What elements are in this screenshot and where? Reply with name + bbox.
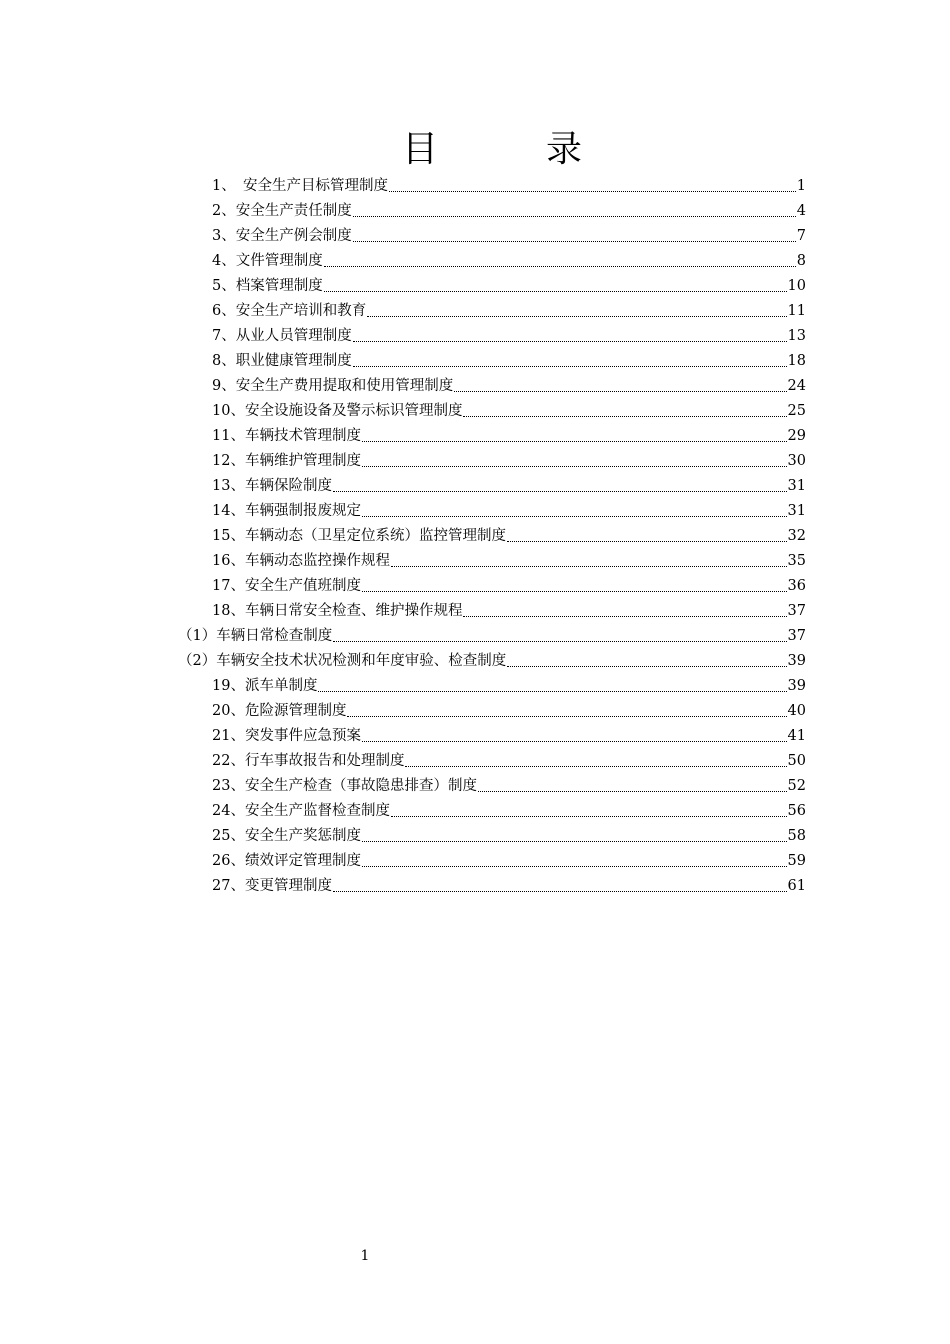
dot-leader <box>391 799 787 823</box>
toc-entry-1[interactable] <box>212 174 806 198</box>
toc-entry-page: 37 <box>787 603 806 619</box>
toc-entry-7[interactable] <box>212 324 806 348</box>
toc-entry-label: 5、档案管理制度 <box>212 278 323 294</box>
toc-entry-page: 13 <box>787 328 806 344</box>
dot-leader <box>391 549 787 573</box>
dot-leader <box>353 324 787 348</box>
toc-entry-page: 8 <box>796 253 806 269</box>
toc-entry-label: 17、安全生产值班制度 <box>212 578 361 594</box>
toc-entry-label: 27、变更管理制度 <box>212 878 332 894</box>
toc-entry-15[interactable] <box>212 524 806 548</box>
toc-entry-page: 56 <box>787 803 806 819</box>
toc-entry-page: 7 <box>796 228 806 244</box>
toc-entry-14[interactable] <box>212 499 806 523</box>
toc-entry-label: 20、危险源管理制度 <box>212 703 347 719</box>
dot-leader <box>347 699 786 723</box>
toc-entry-label: 13、车辆保险制度 <box>212 478 332 494</box>
toc-entry-18[interactable] <box>212 599 806 623</box>
toc-entry-6[interactable] <box>212 299 806 323</box>
toc-entry-label: 22、行车事故报告和处理制度 <box>212 753 405 769</box>
toc-entry-label: （1）车辆日常检查制度 <box>178 628 333 644</box>
dot-leader <box>333 624 786 648</box>
dot-leader <box>353 199 796 223</box>
toc-entry-label: 3、安全生产例会制度 <box>212 228 352 244</box>
toc-entry-page: 11 <box>787 303 806 319</box>
dot-leader <box>353 224 796 248</box>
dot-leader <box>362 574 787 598</box>
toc-entry-page: 1 <box>796 178 806 194</box>
toc-entry-18-2[interactable] <box>178 649 806 673</box>
toc-entry-25[interactable] <box>212 824 806 848</box>
toc-entry-label: 16、车辆动态监控操作规程 <box>212 553 390 569</box>
toc-entry-label: 9、安全生产费用提取和使用管理制度 <box>212 378 454 394</box>
toc-entry-19[interactable] <box>212 674 806 698</box>
dot-leader <box>362 849 787 873</box>
toc-entry-page: 50 <box>787 753 806 769</box>
dot-leader <box>318 674 786 698</box>
toc-entry-label: 4、文件管理制度 <box>212 253 323 269</box>
toc-entry-16[interactable] <box>212 549 806 573</box>
toc-entry-page: 4 <box>796 203 806 219</box>
dot-leader <box>405 749 786 773</box>
toc-entry-label: 18、车辆日常安全检查、维护操作规程 <box>212 603 463 619</box>
toc-entry-27[interactable] <box>212 874 806 898</box>
toc-entry-label: 2、安全生产责任制度 <box>212 203 352 219</box>
toc-entry-page: 29 <box>787 428 806 444</box>
dot-leader <box>367 299 786 323</box>
page-number: 1 <box>360 1248 370 1264</box>
toc-entry-23[interactable] <box>212 774 806 798</box>
dot-leader <box>507 524 787 548</box>
toc-entry-24[interactable] <box>212 799 806 823</box>
toc-entry-label: 11、车辆技术管理制度 <box>212 428 361 444</box>
toc-entry-label: 8、职业健康管理制度 <box>212 353 352 369</box>
toc-entry-page: 39 <box>787 653 806 669</box>
toc-entry-10[interactable] <box>212 399 806 423</box>
toc-entry-label: 12、车辆维护管理制度 <box>212 453 361 469</box>
toc-entry-18-1[interactable] <box>178 624 806 648</box>
toc-entry-page: 10 <box>787 278 806 294</box>
dot-leader <box>333 474 787 498</box>
toc-entry-page: 32 <box>787 528 806 544</box>
toc-entry-label: 6、安全生产培训和教育 <box>212 303 367 319</box>
toc-entry-label: 21、突发事件应急预案 <box>212 728 361 744</box>
toc-entry-page: 37 <box>787 628 806 644</box>
dot-leader <box>362 499 787 523</box>
dot-leader <box>507 649 786 673</box>
dot-leader <box>324 249 796 273</box>
toc-entry-label: 19、派车单制度 <box>212 678 318 694</box>
dot-leader <box>454 374 786 398</box>
toc-entry-page: 35 <box>787 553 806 569</box>
dot-leader <box>478 774 787 798</box>
toc-entry-page: 39 <box>787 678 806 694</box>
toc-entry-page: 41 <box>787 728 806 744</box>
toc-entry-page: 61 <box>787 878 806 894</box>
page-title: 目 录 <box>401 129 618 170</box>
toc-entry-page: 59 <box>787 853 806 869</box>
toc-entry-label: 26、绩效评定管理制度 <box>212 853 361 869</box>
toc-entry-label: 23、安全生产检查（事故隐患排查）制度 <box>212 778 477 794</box>
toc-entry-5[interactable] <box>212 274 806 298</box>
toc-entry-label: 14、车辆强制报废规定 <box>212 503 361 519</box>
dot-leader <box>353 349 787 373</box>
dot-leader <box>362 424 787 448</box>
toc-entry-22[interactable] <box>212 749 806 773</box>
toc-entry-page: 58 <box>787 828 806 844</box>
dot-leader <box>463 599 786 623</box>
dot-leader <box>463 399 786 423</box>
dot-leader <box>362 824 787 848</box>
toc-entry-page: 31 <box>787 503 806 519</box>
toc-entry-13[interactable] <box>212 474 806 498</box>
toc-entry-2[interactable] <box>212 199 806 223</box>
toc-entry-9[interactable] <box>212 374 806 398</box>
toc-entry-label: 7、从业人员管理制度 <box>212 328 352 344</box>
toc-entry-8[interactable] <box>212 349 806 373</box>
toc-entry-11[interactable] <box>212 424 806 448</box>
toc-entry-label: 10、安全设施设备及警示标识管理制度 <box>212 403 463 419</box>
toc-entry-page: 36 <box>787 578 806 594</box>
toc-entry-label: 25、安全生产奖惩制度 <box>212 828 361 844</box>
toc-entry-page: 30 <box>787 453 806 469</box>
toc-entry-page: 52 <box>787 778 806 794</box>
toc-entry-label: 15、车辆动态（卫星定位系统）监控管理制度 <box>212 528 506 544</box>
toc-entry-3[interactable] <box>212 224 806 248</box>
dot-leader <box>324 274 787 298</box>
toc-entry-page: 25 <box>787 403 806 419</box>
toc-entry-page: 18 <box>787 353 806 369</box>
toc-entry-label: （2）车辆安全技术状况检测和年度审验、检查制度 <box>178 653 507 669</box>
toc-entry-21[interactable] <box>212 724 806 748</box>
dot-leader <box>362 724 787 748</box>
dot-leader <box>389 174 796 198</box>
toc-entry-4[interactable] <box>212 249 806 273</box>
toc-entry-page: 40 <box>787 703 806 719</box>
toc-entry-page: 31 <box>787 478 806 494</box>
toc-entry-17[interactable] <box>212 574 806 598</box>
toc-entry-label: 1、 安全生产目标管理制度 <box>212 178 388 194</box>
toc-entry-12[interactable] <box>212 449 806 473</box>
dot-leader <box>333 874 787 898</box>
dot-leader <box>362 449 787 473</box>
toc-entry-page: 24 <box>787 378 806 394</box>
toc-entry-label: 24、安全生产监督检查制度 <box>212 803 390 819</box>
toc-entry-26[interactable] <box>212 849 806 873</box>
toc-entry-20[interactable] <box>212 699 806 723</box>
